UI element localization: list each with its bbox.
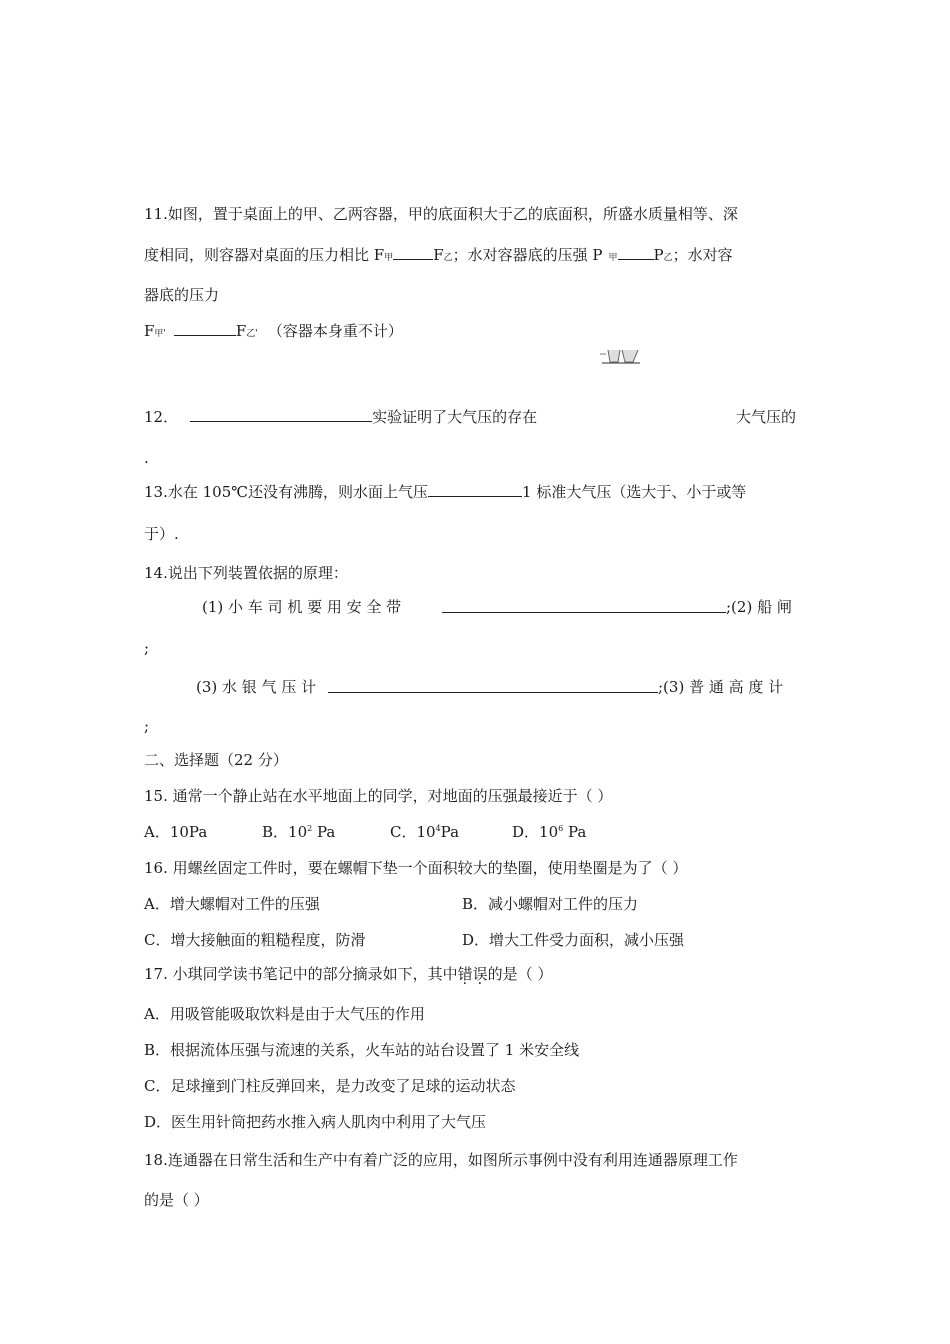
- answer-blank[interactable]: [618, 245, 654, 260]
- q14-item2: ;(2) 船 闸: [726, 598, 792, 616]
- q12-line1-end: 大气压的: [736, 408, 797, 426]
- q17-option-c: C．足球撞到门柱反弹回来，是力改变了足球的运动状态: [144, 1077, 516, 1095]
- q12-line1: 12． 实验证明了大气压的存在: [144, 408, 538, 426]
- q16-option-d: D．增大工件受力面积，减小压强: [462, 931, 685, 949]
- q16-option-a: A．增大螺帽对工件的压强: [144, 895, 320, 913]
- q16-option-c: C．增大接触面的粗糙程度，防滑: [144, 931, 366, 949]
- q16-option-b: B．减小螺帽对工件的压力: [462, 895, 639, 913]
- answer-blank[interactable]: [393, 245, 433, 260]
- q15-option-a: A．10Pa: [144, 823, 208, 841]
- answer-blank[interactable]: [174, 321, 236, 336]
- q12-line2: .: [144, 449, 149, 467]
- q17-stem: 17. 小琪同学读书笔记中的部分摘录如下，其中错误的是（ ）: [144, 965, 553, 983]
- q13-line2: 于）.: [144, 525, 179, 543]
- q17-option-b: B．根据流体压强与流速的关系，火车站的站台设置了 1 米安全线: [144, 1041, 580, 1059]
- q15-option-d: D．$10^6$ Pa: [512, 823, 587, 841]
- q18-line2: 的是（ ）: [144, 1191, 209, 1209]
- q11-line3: 器底的压力: [144, 286, 220, 304]
- q14-title: 14.说出下列装置依据的原理：: [144, 564, 348, 582]
- q17-option-d: D．医生用针筒把药水推入病人肌肉中利用了大气压: [144, 1113, 487, 1131]
- answer-blank[interactable]: [442, 598, 726, 613]
- q15-option-b: B．$10^2$ Pa: [262, 823, 336, 841]
- answer-blank[interactable]: [328, 678, 658, 693]
- q14-item1: (1) 小 车 司 机 要 用 安 全 带: [202, 598, 402, 616]
- q17-option-a: A．用吸管能吸取饮料是由于大气压的作用: [144, 1005, 425, 1023]
- q15-option-c: C．$10^4Pa$: [390, 823, 460, 841]
- answer-blank[interactable]: [428, 482, 522, 497]
- q18-line1: 18.连通器在日常生活和生产中有着广泛的应用，如图所示事例中没有利用连通器原理工作: [144, 1151, 738, 1169]
- q11-line4: F甲' F乙' （容器本身重不计）: [144, 322, 403, 340]
- q14-semicolon1: ;: [144, 639, 150, 657]
- q13-line1: 13.水在 105℃还没有沸腾，则水面上气压 1 标准大气压（选大于、小于或等: [144, 483, 747, 501]
- q14-item3: (3) 水 银 气 压 计: [196, 678, 317, 696]
- q14-semicolon2: ;: [144, 717, 150, 735]
- q11-line1: 11.如图，置于桌面上的甲、乙两容器，甲的底面积大于乙的底面积，所盛水质量相等、深: [144, 205, 738, 223]
- containers-figure: [598, 346, 642, 366]
- q14-item4: ;(3) 普 通 高 度 计: [658, 678, 784, 696]
- section-title: 二、选择题（22 分）: [144, 751, 288, 769]
- answer-blank[interactable]: [190, 407, 372, 422]
- q15-stem: 15. 通常一个静止站在水平地面上的同学，对地面的压强最接近于（ ）: [144, 787, 613, 805]
- q16-stem: 16. 用螺丝固定工件时，要在螺帽下垫一个面积较大的垫圈，使用垫圈是为了（ ）: [144, 859, 688, 877]
- q11-line2: 度相同，则容器对桌面的压力相比 F甲 F乙；水对容器底的压强 P 甲 P乙；水对容: [144, 246, 733, 264]
